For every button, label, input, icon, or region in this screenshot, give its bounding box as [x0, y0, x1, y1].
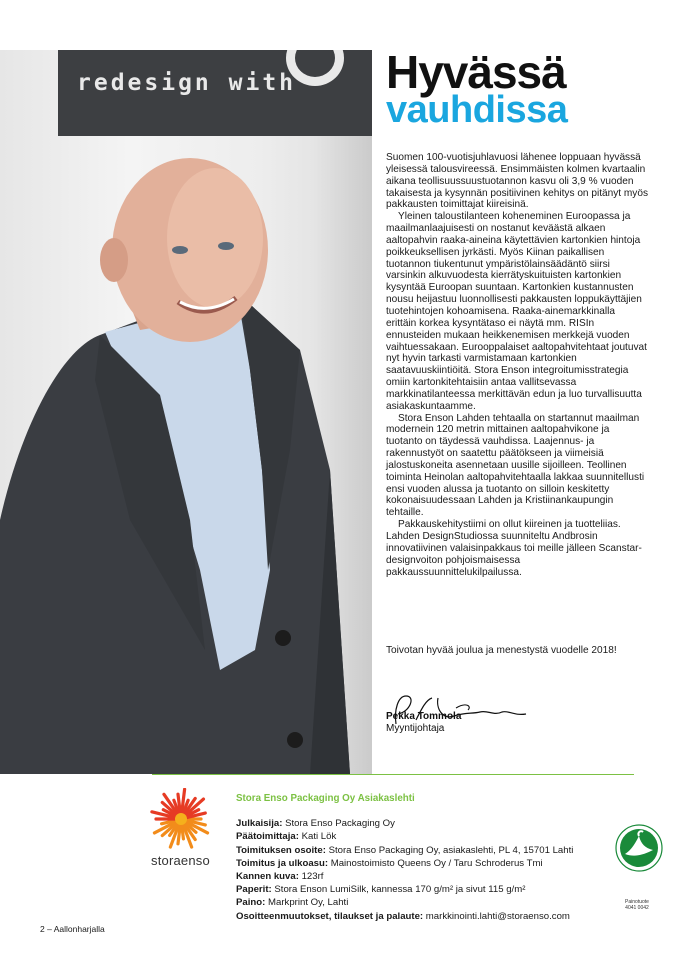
nordic-swan-ecolabel: [615, 820, 663, 900]
colophon-row: Toimitus ja ulkoasu: Mainostoimisto Queens Oy / Taru Schroderus Tmi: [236, 857, 543, 869]
logo-center: [175, 813, 187, 825]
colophon-row: Päätoimittaja: Kati Lök: [236, 831, 337, 843]
article-body: [386, 152, 648, 578]
body-paragraph: Stora Enson Lahden tehtaalla on startannut maailman modernein 120 metrin mittainen aaltopahvikone ja tuotanto on täydessä vauhdissa. Laajennus- ja rakennustyöt on saatettu päätökseen ja viimeisiä jalostuskoneita asennetaan uusille sijoilleen. Teollinen toiminta Heinolan aaltopahvitehtaalla lakkaa suunnitellusti ensi vuoden alussa ja tuotanto on silloin keskitetty kokonaisuudessaan Lahden ja Kristiinankaupungin tehtaille.: [386, 412, 645, 519]
colophon-row: Kannen kuva: 123rf: [236, 871, 324, 883]
colophon: [236, 792, 573, 923]
headline-line1: Hyvässä: [386, 46, 566, 98]
headline-line2: vauhdissa: [386, 89, 568, 131]
sign-text: redesign with: [77, 70, 297, 96]
colophon-row: Paperit: Stora Enson LumiSilk, kannessa 170 g/m² ja sivut 115 g/m²: [236, 884, 526, 896]
swan-label: Painotuote 4041 0042: [625, 899, 649, 911]
closing-line: Toivotan hyvää joulua ja menestystä vuodelle 2018!: [386, 645, 617, 656]
colophon-row: Paino: Markprint Oy, Lahti: [236, 897, 349, 909]
signer-title: Myyntijohtaja: [386, 723, 445, 734]
page-footer: 2 – Aallonharjalla: [40, 924, 105, 934]
body-paragraph: Yleinen taloustilanteen koheneminen Euroopassa ja maailmanlaajuisesti on nostanut keväästä alkaen aaltopahvin raaka-aineina käytettävien kartonkien hintoja poikkeuksellisen jyrkästi. Myös Kiinan paikallisen tuotannon tiukentunut ympäristölainsäädäntö siirsi varsinkin alkuvuodesta kierrätyskuituisten kartonkien kysyntää Euroopan suuntaan. Kartonkien kustannusten nousu heijastuu luonnollisesti pakkausten loppukäyttäjien tuotehintojen kohoamisena. Raaka-ainemarkkinalla erittäin korkea kysyntätaso ei näytä mm. RISIn ennusteiden mukaan heikkenemisen merkkejä vuoden vaihtuessakaan. Eurooppalaiset aaltopahvitehtaat joutuvat nyt hyvin tarkasti varmistamaan kartonkien saatavuuskiintiöitä. Stora Enson integroitumisstrategia omiin kartonkitehtaisiin antaa vallitsevassa markkinatilanteessa merkittävän edun ja luo turvallisuutta asiakaskuntaamme.: [386, 211, 647, 412]
logo-text: storaenso: [151, 853, 210, 868]
colophon-row: Julkaisija: Stora Enso Packaging Oy: [236, 818, 395, 830]
signer-name: Pekka Tommola: [386, 711, 462, 722]
logo-ray: [182, 825, 184, 839]
colophon-row: Toimituksen osoite: Stora Enso Packaging Oy, asiakaslehti, PL 4, 15701 Lahti: [236, 844, 574, 856]
logo-ray: [178, 794, 180, 813]
colophon-divider: [152, 774, 634, 775]
contact-email[interactable]: markkinointi.lahti@storaenso.com: [425, 910, 570, 922]
colophon-row: Osoitteenmuutokset, tilaukset ja palaute: markkinointi.lahti@storaenso.com: [236, 910, 570, 922]
person-illustration: [0, 50, 372, 774]
portrait-photo: [0, 50, 372, 774]
body-paragraph: Pakkauskehitystiimi on ollut kiireinen ja tuotteliias. Lahden DesignStudiossa suunniteltu Andbrosin innovatiivinen valaisinpakkaus toi meille jälleen Scanstar-designvoiton pohjoismaisessa pakkaussuunnittelukilpailussa.: [386, 519, 642, 578]
body-paragraph: Suomen 100-vuotisjuhlavuosi lähenee loppuaan hyvässä yleisessä talousvireessä. Ensimmäisten kolmen kvartaalin aikana teollisuussuustuotannon kasvu oli 3,9 % vuoden takaisesta ja kysynnän positiivinen kehitys on pitänyt myös pakkausten toimittajat kiireisinä.: [386, 152, 649, 211]
stora-enso-sunburst-logo: [150, 788, 212, 850]
colophon-title: Stora Enso Packaging Oy Asiakaslehti: [236, 793, 415, 804]
